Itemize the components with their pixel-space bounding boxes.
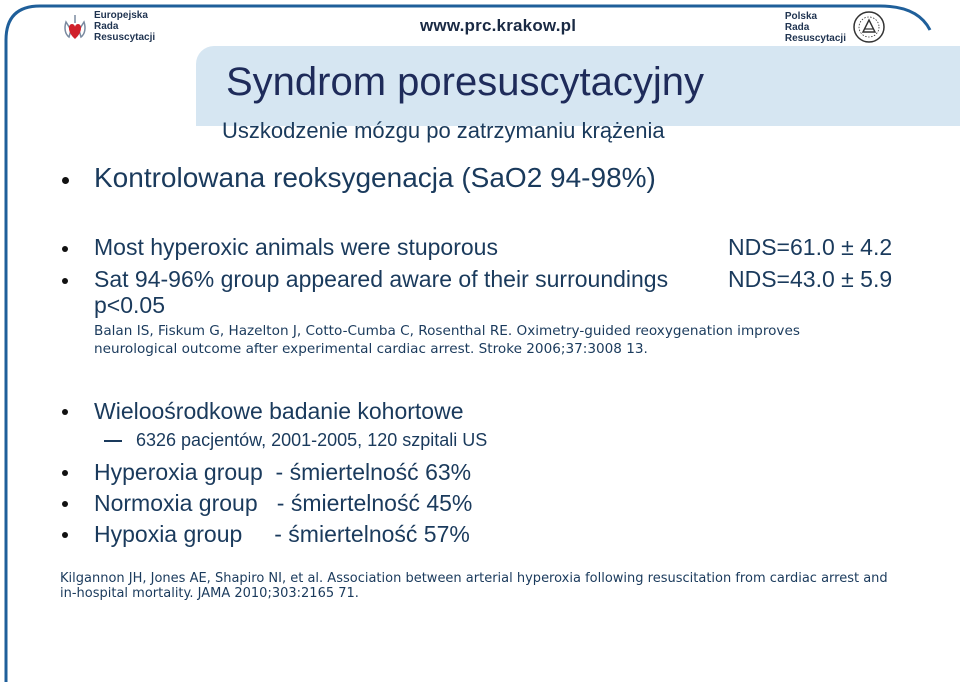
prc-seal-icon: [852, 10, 886, 44]
erc-logo-line-2: Rada: [94, 21, 119, 32]
erc-logo: [62, 10, 155, 43]
bullet-icon: [62, 532, 68, 538]
study2-hyperoxia: Hyperoxia group - śmiertelność 63%: [94, 459, 472, 485]
bullet-icon: [62, 470, 68, 476]
study2-reference: Kilgannon JH, Jones AE, Shapiro NI, et al. Association between arterial hyperoxia following resuscitation from cardiac arrest and in-hospital mortality. JAMA 2010;303:2165 71.: [60, 571, 888, 601]
heart-lungs-icon: [62, 12, 88, 42]
study2-detail: 6326 pacjentów, 2001-2005, 120 szpitali US: [136, 430, 488, 450]
prc-logo-text: [785, 11, 846, 44]
study1-p-value: p<0.05: [94, 292, 165, 318]
study1-line2: Sat 94-96% group appeared aware of their surroundings: [94, 266, 669, 292]
study2-hypoxia: Hypoxia group - śmiertelność 57%: [94, 521, 470, 547]
header: [0, 0, 960, 50]
study2-normoxia: Normoxia group - śmiertelność 45%: [94, 490, 473, 516]
slide-subtitle: Uszkodzenie mózgu po zatrzymaniu krążenia: [222, 118, 665, 143]
prc-logo-line-3: Resuscytacji: [784, 32, 846, 44]
study2-heading: Wieloośrodkowe badanie kohortowe: [94, 398, 464, 424]
study1-reference: Balan IS, Fiskum G, Hazelton J, Cotto-Cumba C, Rosenthal RE. Oximetry-guided reoxygenation improves neurological outcome after experimental cardiac arrest. Stroke 2006;37:3008 13.: [94, 323, 800, 357]
bullet-icon: [62, 409, 68, 415]
slide-title: Syndrom poresuscytacyjny: [226, 60, 704, 104]
erc-logo-text: [94, 10, 155, 43]
bullet-icon: [62, 246, 68, 252]
header-url: www.prc.krakow.pl: [420, 16, 577, 35]
prc-logo-line-1: Polska: [784, 10, 818, 22]
study1-line2-value: NDS=43.0 ± 5.9: [728, 266, 893, 292]
bullet-icon: [62, 278, 68, 284]
erc-logo-line-1: Europejska: [94, 10, 148, 21]
dash-icon: [104, 440, 122, 442]
bullet-icon: [62, 501, 68, 507]
erc-logo-line-3: Resuscytacji: [94, 32, 156, 43]
bullet-icon: [62, 177, 69, 184]
prc-logo-line-2: Rada: [784, 21, 810, 33]
study1-line1-value: NDS=61.0 ± 4.2: [728, 234, 893, 260]
prc-logo: [785, 10, 886, 44]
main-bullet-text: Kontrolowana reoksygenacja (SaO2 94-98%): [94, 162, 656, 193]
study1-line1: Most hyperoxic animals were stuporous: [94, 234, 498, 260]
